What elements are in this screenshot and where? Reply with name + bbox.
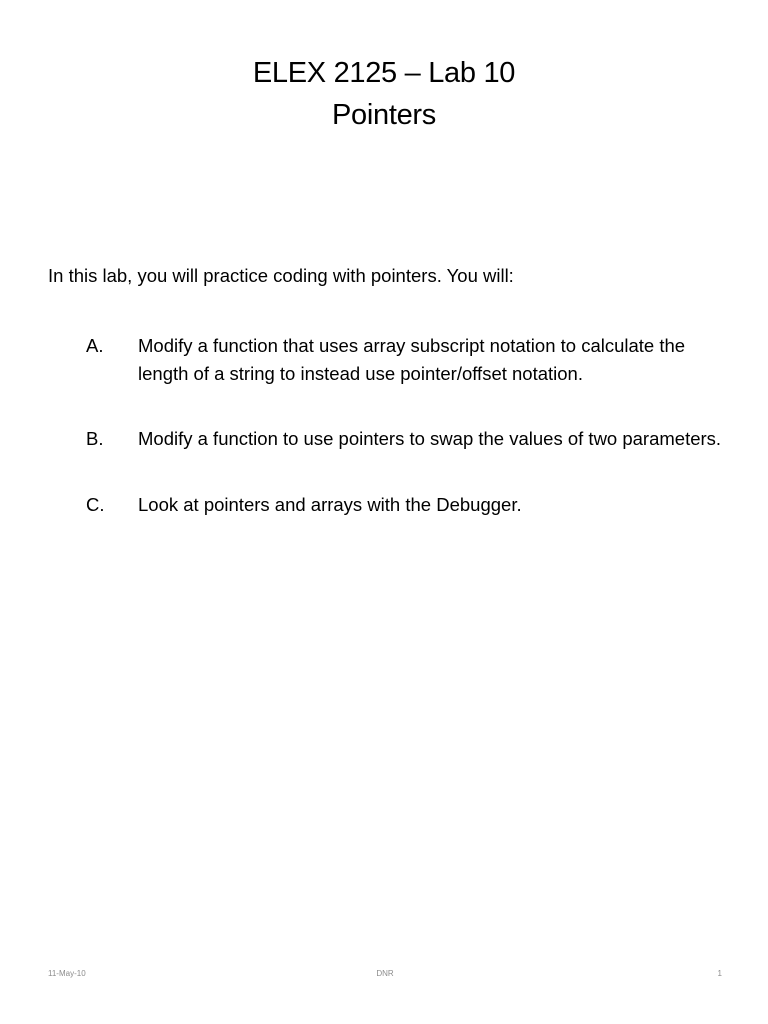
task-item-c bbox=[86, 491, 726, 519]
footer-page-number: 1 bbox=[717, 969, 722, 978]
title-course: ELEX 2125 – Lab 10 bbox=[252, 57, 516, 89]
slide-title bbox=[0, 52, 768, 136]
footer-author: DNR bbox=[376, 969, 394, 978]
task-letter: B. bbox=[86, 428, 104, 449]
task-list bbox=[86, 332, 726, 556]
title-topic: Pointers bbox=[332, 99, 436, 131]
task-item-b bbox=[86, 425, 726, 453]
intro-text: In this lab, you will practice coding with pointers. You will: bbox=[48, 265, 514, 286]
task-letter: C. bbox=[86, 493, 105, 515]
task-text: Modify a function that uses array subscript notation to calculate the length of a string to instead use pointer/offset notation. bbox=[138, 335, 686, 384]
task-letter: A. bbox=[86, 335, 104, 356]
footer-date: 11-May-10 bbox=[48, 969, 86, 978]
task-item-a bbox=[86, 332, 726, 387]
task-text: Look at pointers and arrays with the Debugger. bbox=[138, 493, 522, 515]
slide-footer bbox=[48, 969, 722, 983]
task-text: Modify a function to use pointers to swap the values of two parameters. bbox=[138, 428, 722, 449]
